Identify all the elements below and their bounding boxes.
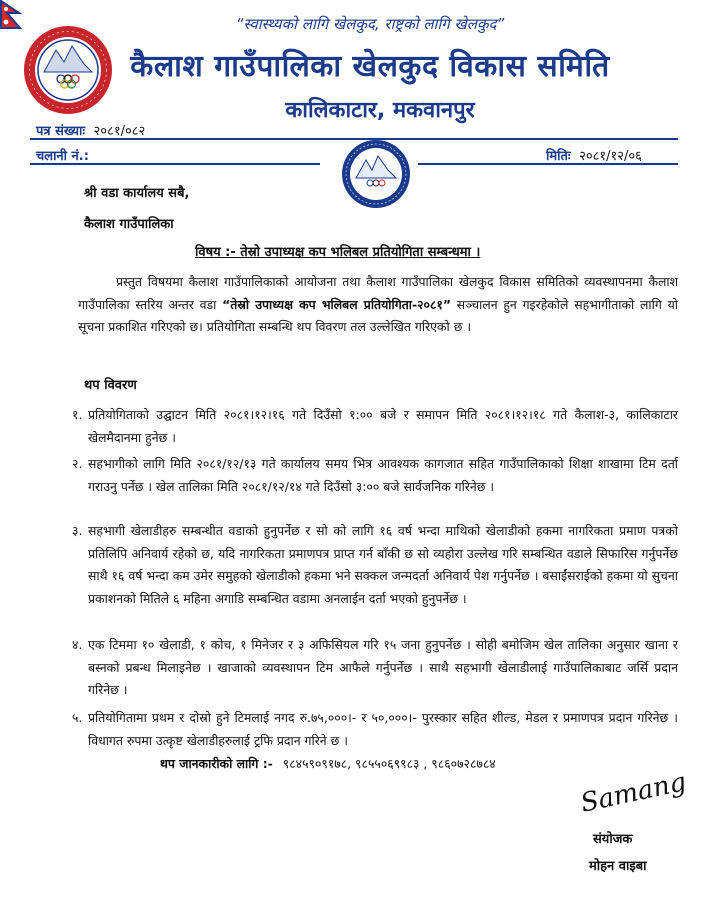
date-value: २०८१/१२/०६ <box>579 149 642 164</box>
list-item-text: प्रतियोगिताको उद्घाटन मिति २०८१।१२।१६ गते दिउँसो १:०० बजे र समापन मिति २०८१।१२।१८ गते कैलाश-३, कालिकाटार खेलमैदानमा हुनेछ । <box>88 407 678 445</box>
slogan: “स्वास्थ्यको लागि खेलकुद, राष्ट्रको लागि खेलकुद” <box>235 15 505 33</box>
organization-address: कालिकाटार, मकवानपुर <box>285 98 475 123</box>
list-item-text: सहभागी खेलाडीहरु सम्बन्धीत वडाको हुनुपर्नेछ र सो को लागि १६ वर्ष भन्दा माथिको खेलाडीको हकमा नागरिकता प्रमाण पत्रको प्रतिलिपि अनिवार्य रहेको छ, यदि नागरिकता प्रमाणपत्र प्राप्त गर्न बाँकी छ सो व्यहोरा उल्लेख गरि सम्बन्धित वडाले सिफारिस गर्नुपर्नेछ साथै १६ वर्ष भन्दा कम उमेर समुहको खेलाडीको हकमा भने सक्कल जन्मदर्ता अनिवार्य पेश गर्नुपर्नेछ । बसाईंसराईको हकमा यो सुचना प्रकाशनको मितिले ६ महिना अगाडि सम्बन्धित वडामा अनलाईन दर्ता भएको हुनुपर्नेछ । <box>88 523 678 606</box>
list-item-text: प्रतियोगितामा प्रथम र दोस्रो हुने टिमलाई नगद रु.७५,०००।- र ५०,०००।- पुरस्कार सहित शील्ड, मेडल र प्रमाणपत्र प्रदान गरिनेछ । विधागत रुपमा उत्कृष्ट खेलाडीहरुलाई ट्रफि प्रदान गरिने छ । <box>88 710 679 748</box>
intro-paragraph <box>78 271 678 339</box>
list-item <box>72 634 678 702</box>
list-item-number: ५. <box>72 710 83 725</box>
contact-label: थप जानकारीको लागि :- <box>160 756 273 771</box>
handwritten-signature: Samang <box>578 767 689 819</box>
tournament-name: “तेस्रो उपाध्यक्ष कप भलिबल प्रतियोगिता-२०८१” <box>222 296 452 312</box>
reference-label: पत्र संख्याः <box>36 124 86 139</box>
list-item-number: ४. <box>72 637 83 652</box>
signatory-name: मोहन वाइबा <box>589 859 647 874</box>
reference-value: २०८१/०८२ <box>93 124 146 139</box>
intro-text-start: प्रस्तुत विषयमा कैलाश गाउँपालिकाको आयोजना तथा कैलाश गाउँपालिका खेलकुद विकास समितिको व्यवस्थापनमा कैलाश गाउँपालिका स्तरिय अन्तर वडा <box>78 274 678 312</box>
contact-line <box>160 755 496 772</box>
letter-date <box>546 146 642 164</box>
divider-left <box>30 163 320 165</box>
list-item-text: एक टिममा १० खेलाडी, १ कोच, १ मिनेजर र ३ अफिसियल गरि १५ जना हुनुपर्नेछ । सोही बमोजिम खेल तालिका अनुसार खाना र बस्नको प्रबन्ध मिलाइनेछ । खाजाको व्यवस्थापन टिम आफैले गर्नुपर्नेछ । साथै सहभागी खेलाडीलाई गाउँपालिकाबाट जर्सि प्रदान गरिनेछ । <box>88 637 678 697</box>
list-item <box>72 707 679 752</box>
details-heading: थप विवरण <box>84 378 137 393</box>
list-item-number: २. <box>72 456 83 471</box>
contact-numbers: ९८४५९०९१७८, ९८५५०६९९८३ , ९८६०७२८७८४ <box>282 756 496 771</box>
intro-text-end: सञ्चालन हुन गइरहेकोले सहभागीताको लागि यो सूचना प्रकाशित गरिएको छ। प्रतियोगिता सम्बन्धि थप विवरण तल उल्लेखित गरिएको छ । <box>78 296 678 334</box>
dispatch-number-label: चलानी नं.: <box>36 149 89 164</box>
center-logo <box>340 138 412 210</box>
list-item <box>72 520 678 610</box>
list-item-number: ३. <box>72 523 83 538</box>
nepal-flag-icon <box>0 0 22 30</box>
organization-name: कैलाश गाउँपालिका खेलकुद विकास समिति <box>130 49 610 84</box>
date-label: मितिः <box>546 149 571 164</box>
list-item-number: १. <box>72 407 83 422</box>
list-item-text: सहभागीको लागि मिति २०८१/१२/१३ गते कार्यालय समय भित्र आवश्यक कागजात सहित गाउँपालिकाको शिक्षा शाखामा टिम दर्ता गराउनु पर्नेछ । खेल तालिका मिति २०८१/१२/१४ गते दिउँसो ३:०० बजे सार्वजनिक गरिनेछ । <box>88 456 678 494</box>
list-item <box>72 453 678 498</box>
reference-number <box>36 121 145 139</box>
signatory-title: संयोजक <box>593 832 633 847</box>
recipient-line-1: श्री वडा कार्यालय सबै, <box>84 186 190 201</box>
subject-line: विषय :- तेस्रो उपाध्यक्ष कप भलिबल प्रतियोगिता सम्बन्धमा । <box>195 245 481 260</box>
list-item <box>72 404 678 449</box>
recipient-line-2: कैलाश गाउँपालिका <box>84 217 174 232</box>
